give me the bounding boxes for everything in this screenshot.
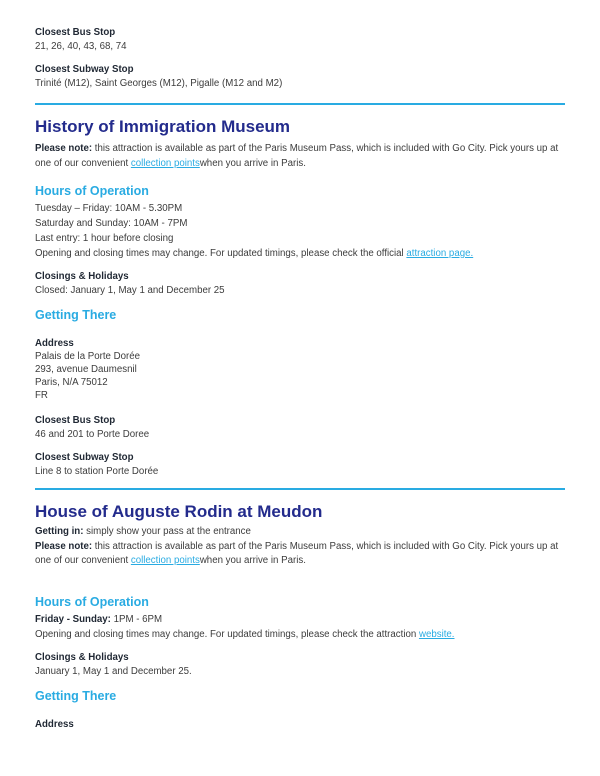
- bus-stop-label: Closest Bus Stop: [35, 415, 116, 426]
- address-line: Palais de la Porte Dorée: [35, 351, 141, 362]
- please-note-paragraph: [35, 142, 565, 171]
- section-divider: [35, 103, 565, 105]
- attraction-page-link[interactable]: attraction page.: [406, 248, 474, 259]
- top-subway-stop-pair: [35, 63, 565, 90]
- website-link[interactable]: website.: [418, 628, 455, 640]
- closings-holidays-pair: [35, 651, 565, 678]
- collection-points-link[interactable]: collection points: [130, 157, 200, 169]
- address-block: [35, 718, 565, 731]
- address-label: Address: [35, 718, 74, 730]
- address-block: [35, 337, 565, 402]
- bus-stop-value: 46 and 201 to Porte Doree: [35, 429, 150, 440]
- timings-disclaimer: [35, 627, 565, 642]
- page-title: House of Auguste Rodin at Meudon: [35, 502, 323, 521]
- getting-in-label: Getting in:: [35, 526, 84, 537]
- hours-time-value: 1PM - 6PM: [110, 613, 163, 625]
- closings-holidays-label: Closings & Holidays: [35, 651, 129, 663]
- note-text-after-link: when you arrive in Paris.: [199, 157, 306, 169]
- address-label: Address: [35, 338, 74, 349]
- getting-in-value: simply show your pass at the entrance: [83, 526, 251, 537]
- closings-holidays-label: Closings & Holidays: [35, 271, 129, 282]
- section-immigration-museum: [35, 117, 565, 478]
- hours-line: Saturday and Sunday: 10AM - 7PM: [35, 218, 188, 229]
- please-note-paragraph: [35, 540, 565, 569]
- bus-stop-value: 21, 26, 40, 43, 68, 74: [35, 41, 127, 52]
- hours-block: [35, 201, 565, 261]
- getting-there-heading: Getting There: [35, 688, 117, 703]
- address-line: 293, avenue Daumesnil: [35, 364, 137, 375]
- getting-in-line: [35, 525, 565, 540]
- subway-stop-pair: [35, 451, 565, 478]
- timings-text: Opening and closing times may change. For updated timings, please check the official: [35, 248, 407, 259]
- note-text-before-link: this attraction is available as part of the Paris Museum Pass, which is included with Go City. Pick yours up at one of our convenient: [35, 540, 559, 566]
- closings-holidays-pair: [35, 270, 565, 297]
- timings-text: Opening and closing times may change. For updated timings, please check the attraction: [35, 628, 419, 640]
- hours-block: [35, 612, 565, 642]
- hours-of-operation-heading: Hours of Operation: [35, 184, 149, 198]
- page-title: History of Immigration Museum: [35, 117, 291, 136]
- timings-disclaimer: [35, 246, 565, 261]
- closings-holidays-value: Closed: January 1, May 1 and December 25: [35, 285, 225, 296]
- note-text-before-link: this attraction is available as part of the Paris Museum Pass, which is included with Go City. Pick yours up at one of our convenient: [35, 143, 559, 169]
- hours-of-operation-heading: Hours of Operation: [35, 594, 149, 609]
- hours-line: Tuesday – Friday: 10AM - 5.30PM: [35, 203, 183, 214]
- subway-stop-value: Line 8 to station Porte Dorée: [35, 466, 159, 477]
- section-rodin-house: [35, 502, 565, 731]
- note-text-after-link: when you arrive in Paris.: [199, 555, 306, 566]
- hours-line: Last entry: 1 hour before closing: [35, 233, 174, 244]
- hours-line: [35, 612, 565, 627]
- getting-there-heading: Getting There: [35, 308, 117, 322]
- hours-days-label: Friday - Sunday:: [35, 613, 111, 625]
- top-bus-stop-pair: [35, 26, 565, 53]
- address-line: FR: [35, 390, 48, 401]
- bus-stop-label: Closest Bus Stop: [35, 27, 116, 38]
- address-line: Paris, N/A 75012: [35, 377, 108, 388]
- closings-holidays-value: January 1, May 1 and December 25.: [35, 665, 192, 677]
- collection-points-link[interactable]: collection points: [130, 555, 200, 566]
- section-divider: [35, 488, 565, 490]
- please-note-label: Please note:: [35, 143, 93, 154]
- subway-stop-label: Closest Subway Stop: [35, 64, 134, 75]
- please-note-label: Please note:: [35, 540, 93, 552]
- subway-stop-label: Closest Subway Stop: [35, 452, 134, 463]
- subway-stop-value: Trinité (M12), Saint Georges (M12), Pigalle (M12 and M2): [35, 78, 283, 89]
- bus-stop-pair: [35, 414, 565, 441]
